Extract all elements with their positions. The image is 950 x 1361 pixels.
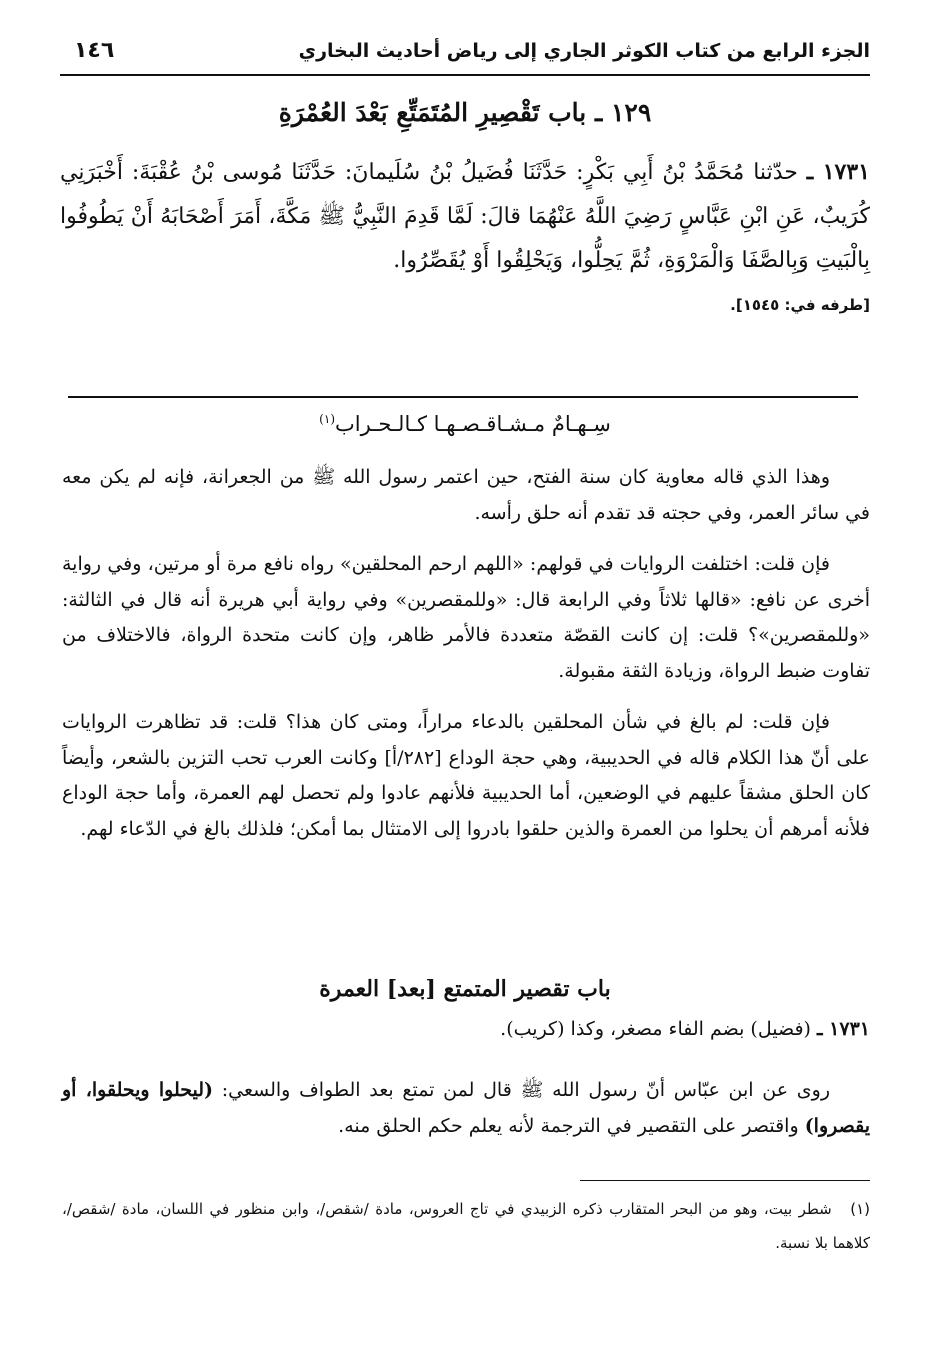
- page-header: [60, 38, 870, 76]
- note-text: (فضيل) بضم الفاء مصغر، وكذا (كريب).: [500, 1018, 811, 1040]
- tarfuhu-reference: [طرفه في: ١٥٤٥].: [730, 296, 870, 314]
- footnote: [62, 1192, 870, 1260]
- riwaya-rest: واقتصر على التقصير في الترجمة لأنه يعلم حكم الحلق منه.: [338, 1115, 799, 1137]
- footnote-number: (١): [850, 1200, 870, 1218]
- chapter-heading: ١٢٩ ـ باب تَقْصِيرِ المُتَمَتِّعِ بَعْدَ العُمْرَةِ: [278, 98, 652, 127]
- commentary-paragraph: فإن قلت: لم بالغ في شأن المحلقين بالدعاء مراراً، ومتى كان هذا؟ قلت: قد تظاهرت الروايات على أنّ هذا الكلام قاله في الحديبية، وهي حجة الوداع [٢٨٢/أ] وكانت العرب تحب التزين بالشعر، وأيضاً كان الحلق مشقاً عليهم في الوضعين، أما الحديبية فلأنهم عادوا ولم تحصل لهم العمرة، وأما حجة الوداع فلأنه أمرهم أن يحلوا من العمرة والذين حلقوا بادروا إلى الامتثال بما أمكن؛ فلذلك بالغ في الدّعاء لهم.: [62, 711, 870, 840]
- hadith-number: ١٧٣١ ـ: [806, 159, 870, 185]
- commentary-sub-heading: باب تقصير المتمتع [بعد] العمرة: [319, 976, 611, 1002]
- verse-text: سِـهـامٌ مـشـاقـصـهـا كـالـحـراب: [335, 412, 611, 436]
- running-title: الجزء الرابع من كتاب الكوثر الجاري إلى رياض أحاديث البخاري: [298, 40, 870, 62]
- riwaya-intro: روى عن ابن عبّاس أنّ رسول الله ﷺ قال لمن تمتع بعد الطواف والسعي:: [221, 1079, 831, 1101]
- footnote-rule: [580, 1180, 870, 1181]
- footnote-text: شطر بيت، وهو من البحر المتقارب ذكره الزبيدي في تاج العروس، مادة /شقص/، وابن منظور في اللسان، مادة /شقص/، كلاهما بلا نسبة.: [62, 1200, 870, 1252]
- commentary-paragraph: فإن قلت: اختلفت الروايات في قولهم: «اللهم ارحم المحلقين» رواه نافع مرة أو مرتين، وفي رواية أخرى عن نافع: «قالها ثلاثاً وفي الرابعة قال: «وللمقصرين» وفي رواية أبي هريرة أنه قال في الثالثة: «وللمقصرين»؟ قلت: إن كانت القصّة متعددة فالأمر ظاهر، وإن كانت متحدة الرواة، فالاختلاف من تفاوت ضبط الرواة، وزيادة الثقة مقبولة.: [62, 553, 870, 682]
- page-number: ١٤٦: [74, 38, 115, 63]
- hadith-text-block: [60, 150, 870, 283]
- section-separator: [68, 396, 858, 398]
- poetry-verse: [60, 412, 870, 436]
- riwaya-quote: (ليحلوا ويحلقوا، أو يقصروا): [62, 1079, 870, 1137]
- hadith-note: [500, 1018, 870, 1040]
- commentary-paragraph: وهذا الذي قاله معاوية كان سنة الفتح، حين اعتمر رسول الله ﷺ من الجعرانة، فإنه لم يكن معه في سائر العمر، وفي حجته قد تقدم أنه حلق رأسه.: [62, 466, 870, 524]
- note-number: ١٧٣١ ـ: [816, 1018, 870, 1040]
- verse-footnote-ref: (١): [319, 412, 335, 426]
- commentary-block: [62, 460, 870, 863]
- hadith-text: حدّثنا مُحَمَّدُ بْنُ أَبِي بَكْرٍ: حَدَّثَنَا فُضَيلُ بْنُ سُلَيمانَ: حَدَّثَنَا مُوسى بْنُ عُقْبَةَ: أَخْبَرَنِي كُرَيبٌ، عَنِ ابْنِ عَبَّاسٍ رَضِيَ اللَّهُ عَنْهُمَا قالَ: لَمَّا قَدِمَ النَّبِيُّ ﷺ مَكَّةَ، أَمَرَ أَصْحَابَهُ أَنْ يَطُوفُوا بِالْبَيتِ وَبِالصَّفَا وَالْمَرْوَةِ، ثُمَّ يَحِلُّوا، وَيَحْلِقُوا أَوْ يُقَصِّرُوا.: [60, 160, 870, 273]
- riwaya-paragraph: [62, 1072, 870, 1144]
